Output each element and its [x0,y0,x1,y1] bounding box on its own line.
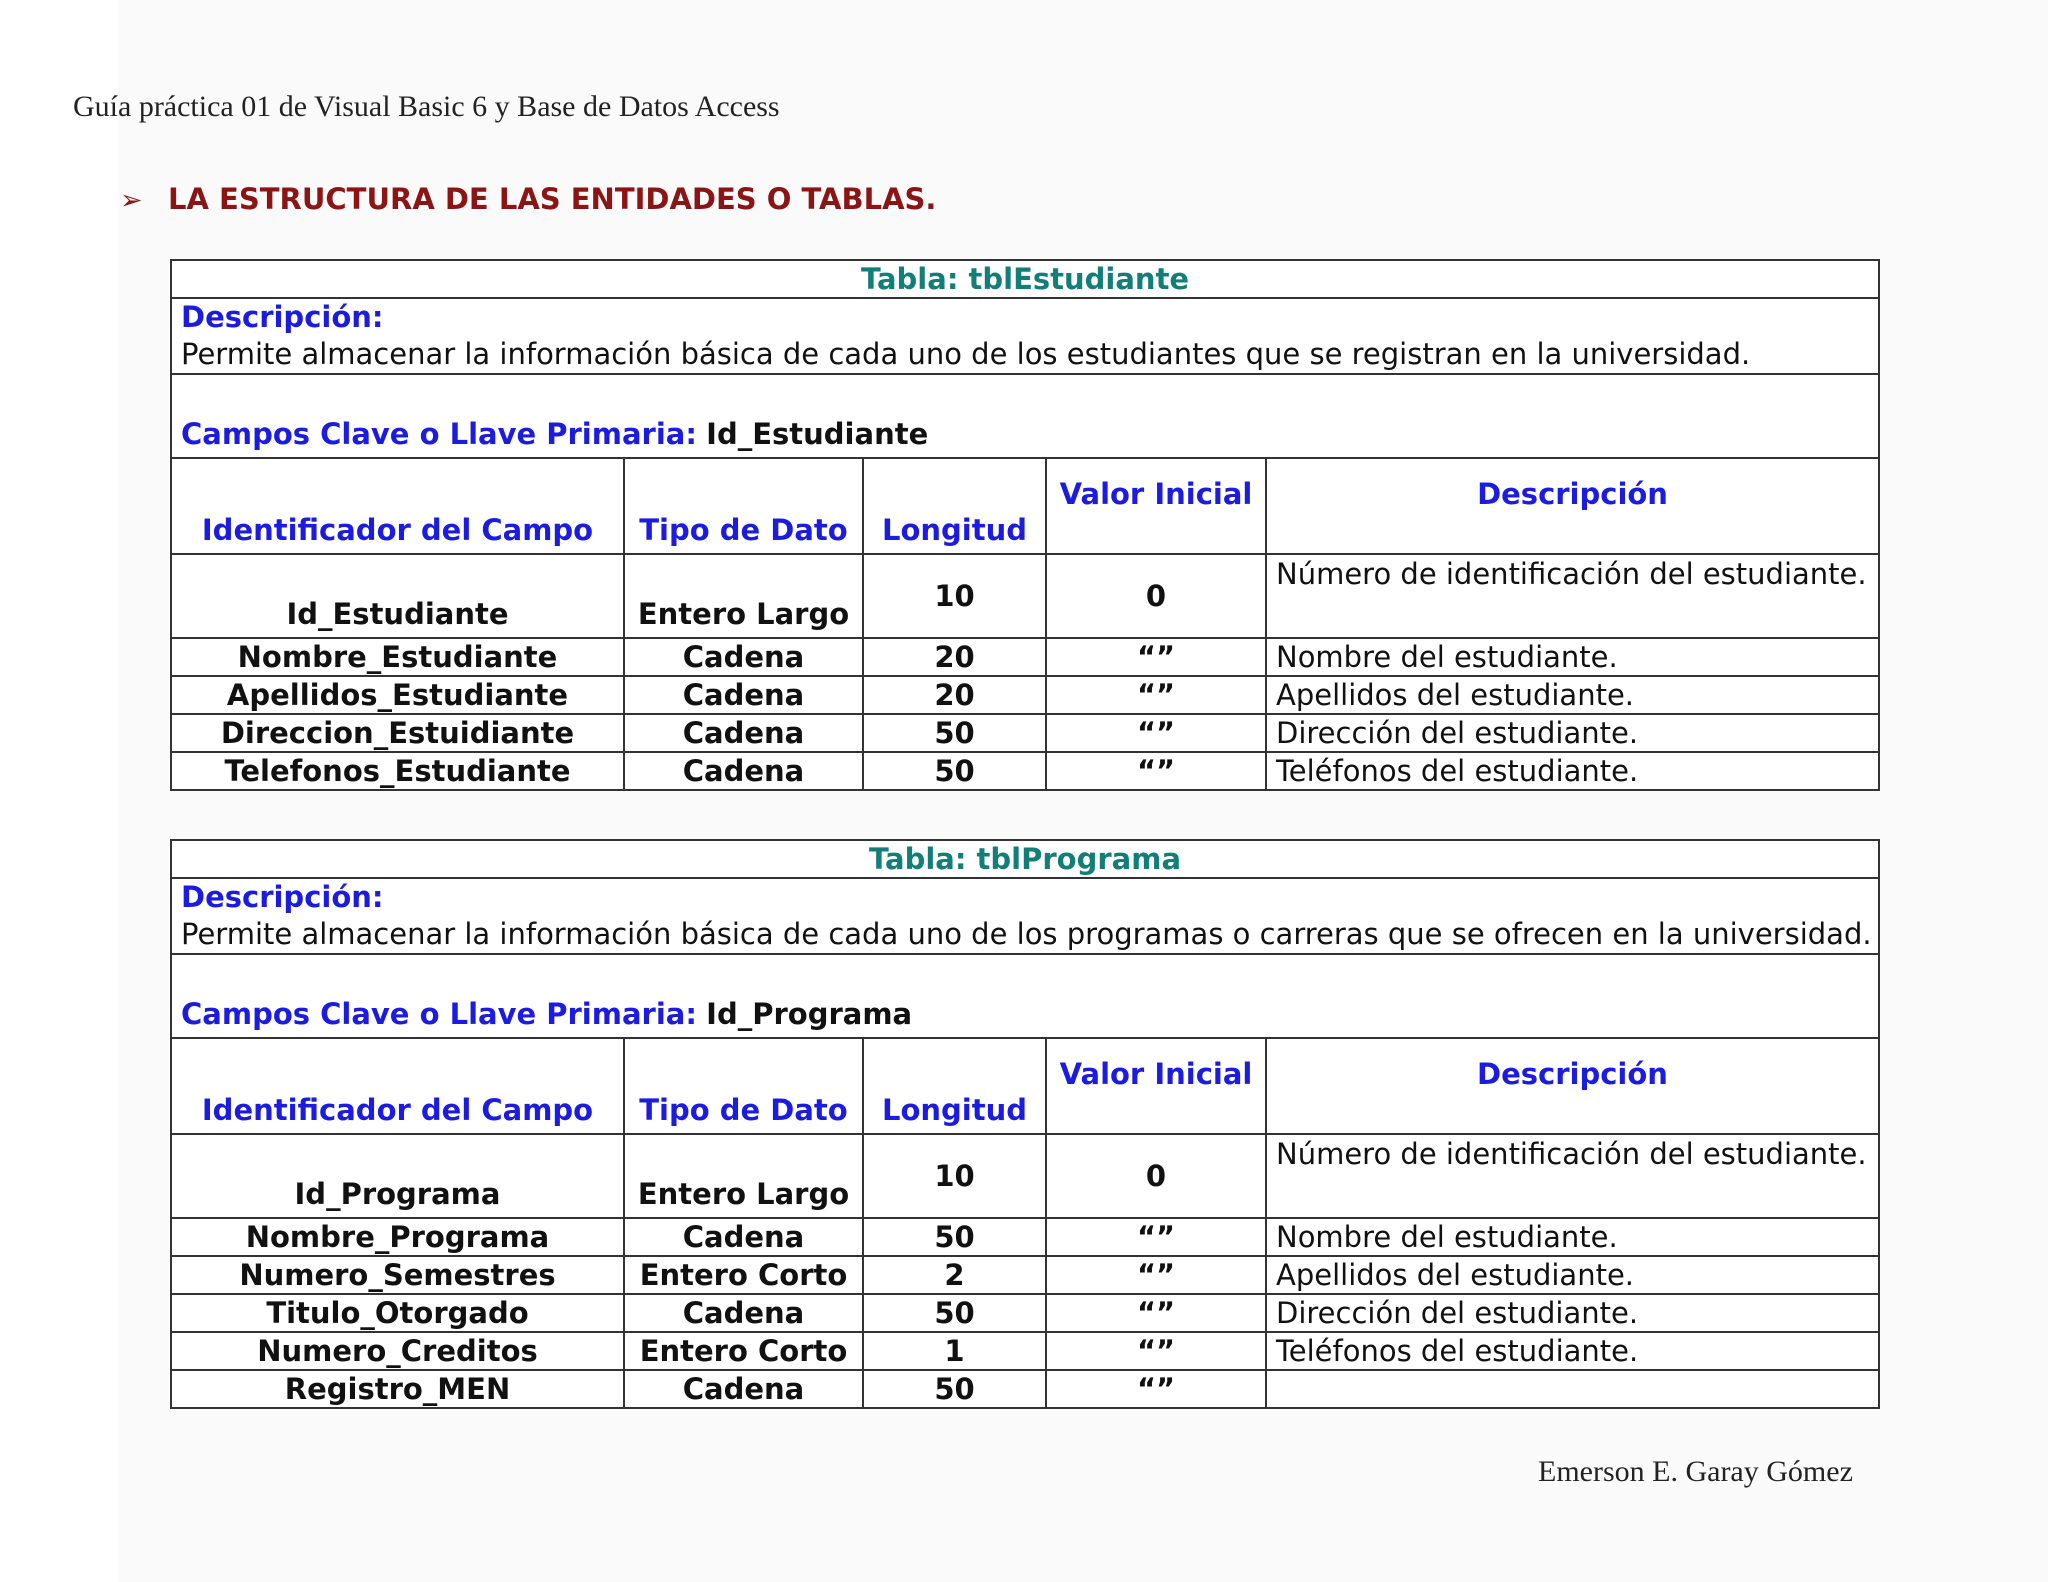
field-type: Cadena [624,1294,863,1332]
field-description: Teléfonos del estudiante. [1266,752,1879,790]
field-length: 50 [863,714,1046,752]
field-name: Direccion_Estuidiante [171,714,624,752]
column-header: Longitud [863,458,1046,554]
column-header: Tipo de Dato [624,1038,863,1134]
table-row [171,638,1879,676]
field-type: Cadena [624,714,863,752]
page-footer: Emerson E. Garay Gómez [1538,1455,1853,1488]
column-header-row [171,1038,1879,1134]
field-length: 50 [863,1370,1046,1408]
column-header-row [171,458,1879,554]
field-length: 1 [863,1332,1046,1370]
field-type: Entero Largo [624,1134,863,1218]
field-type: Entero Corto [624,1332,863,1370]
field-initial-value: “” [1046,1218,1266,1256]
description-label: Descripción: [181,880,384,914]
table-row [171,676,1879,714]
field-initial-value: “” [1046,752,1266,790]
field-description: Nombre del estudiante. [1266,1218,1879,1256]
field-description: Dirección del estudiante. [1266,714,1879,752]
field-length: 2 [863,1256,1046,1294]
field-length: 50 [863,1218,1046,1256]
table-row [171,752,1879,790]
field-initial-value: “” [1046,638,1266,676]
table-row [171,1332,1879,1370]
table-row [171,554,1879,638]
primary-key-row [171,374,1879,458]
arrow-bullet-icon: ➢ [120,185,143,216]
table-title: Tabla: tblPrograma [171,840,1879,878]
table-row [171,1256,1879,1294]
field-length: 10 [863,1134,1046,1218]
field-name: Numero_Creditos [171,1332,624,1370]
table-row [171,1134,1879,1218]
table-description [171,878,1879,954]
column-header: Identificador del Campo [171,1038,624,1134]
field-description: Apellidos del estudiante. [1266,676,1879,714]
field-initial-value: “” [1046,1294,1266,1332]
table-tblestudiante [170,259,1880,791]
field-description: Dirección del estudiante. [1266,1294,1879,1332]
field-initial-value: 0 [1046,1134,1266,1218]
field-name: Id_Programa [171,1134,624,1218]
primary-key-label: Campos Clave o Llave Primaria: [181,417,697,451]
field-description: Teléfonos del estudiante. [1266,1332,1879,1370]
table-row [171,714,1879,752]
field-initial-value: “” [1046,1256,1266,1294]
field-type: Cadena [624,1370,863,1408]
field-type: Cadena [624,1218,863,1256]
field-name: Nombre_Estudiante [171,638,624,676]
field-description: Número de identificación del estudiante. [1266,554,1879,638]
field-name: Titulo_Otorgado [171,1294,624,1332]
field-type: Cadena [624,676,863,714]
page-header: Guía práctica 01 de Visual Basic 6 y Base de Datos Access [73,90,780,123]
field-type: Cadena [624,638,863,676]
field-length: 20 [863,676,1046,714]
column-header: Valor Inicial [1046,458,1266,554]
field-type: Entero Corto [624,1256,863,1294]
field-initial-value: 0 [1046,554,1266,638]
column-header: Identificador del Campo [171,458,624,554]
field-description: Apellidos del estudiante. [1266,1256,1879,1294]
section-title: LA ESTRUCTURA DE LAS ENTIDADES O TABLAS. [168,182,937,216]
field-type: Entero Largo [624,554,863,638]
column-header: Descripción [1266,1038,1879,1134]
field-name: Registro_MEN [171,1370,624,1408]
field-description: Número de identificación del estudiante. [1266,1134,1879,1218]
section-heading [120,182,936,216]
primary-key-label: Campos Clave o Llave Primaria: [181,997,697,1031]
primary-key-row [171,954,1879,1038]
field-initial-value: “” [1046,1370,1266,1408]
field-type: Cadena [624,752,863,790]
field-length: 50 [863,752,1046,790]
table-description [171,298,1879,374]
column-header: Tipo de Dato [624,458,863,554]
primary-key-value: Id_Programa [706,997,913,1031]
table-title: Tabla: tblEstudiante [171,260,1879,298]
field-name: Apellidos_Estudiante [171,676,624,714]
column-header: Descripción [1266,458,1879,554]
column-header: Longitud [863,1038,1046,1134]
table-row [171,1294,1879,1332]
field-length: 50 [863,1294,1046,1332]
description-label: Descripción: [181,300,384,334]
field-name: Id_Estudiante [171,554,624,638]
column-header: Valor Inicial [1046,1038,1266,1134]
field-length: 20 [863,638,1046,676]
description-text: Permite almacenar la información básica de cada uno de los estudiantes que se registran en la universidad. [181,337,1751,371]
field-description: Nombre del estudiante. [1266,638,1879,676]
field-description [1266,1370,1879,1408]
field-length: 10 [863,554,1046,638]
table-tblprograma [170,839,1880,1409]
primary-key-value: Id_Estudiante [706,417,929,451]
field-name: Numero_Semestres [171,1256,624,1294]
field-initial-value: “” [1046,1332,1266,1370]
table-row [171,1370,1879,1408]
table-row [171,1218,1879,1256]
description-text: Permite almacenar la información básica de cada uno de los programas o carreras que se ofrecen en la universidad. [181,917,1872,951]
field-name: Telefonos_Estudiante [171,752,624,790]
field-initial-value: “” [1046,676,1266,714]
field-initial-value: “” [1046,714,1266,752]
field-name: Nombre_Programa [171,1218,624,1256]
